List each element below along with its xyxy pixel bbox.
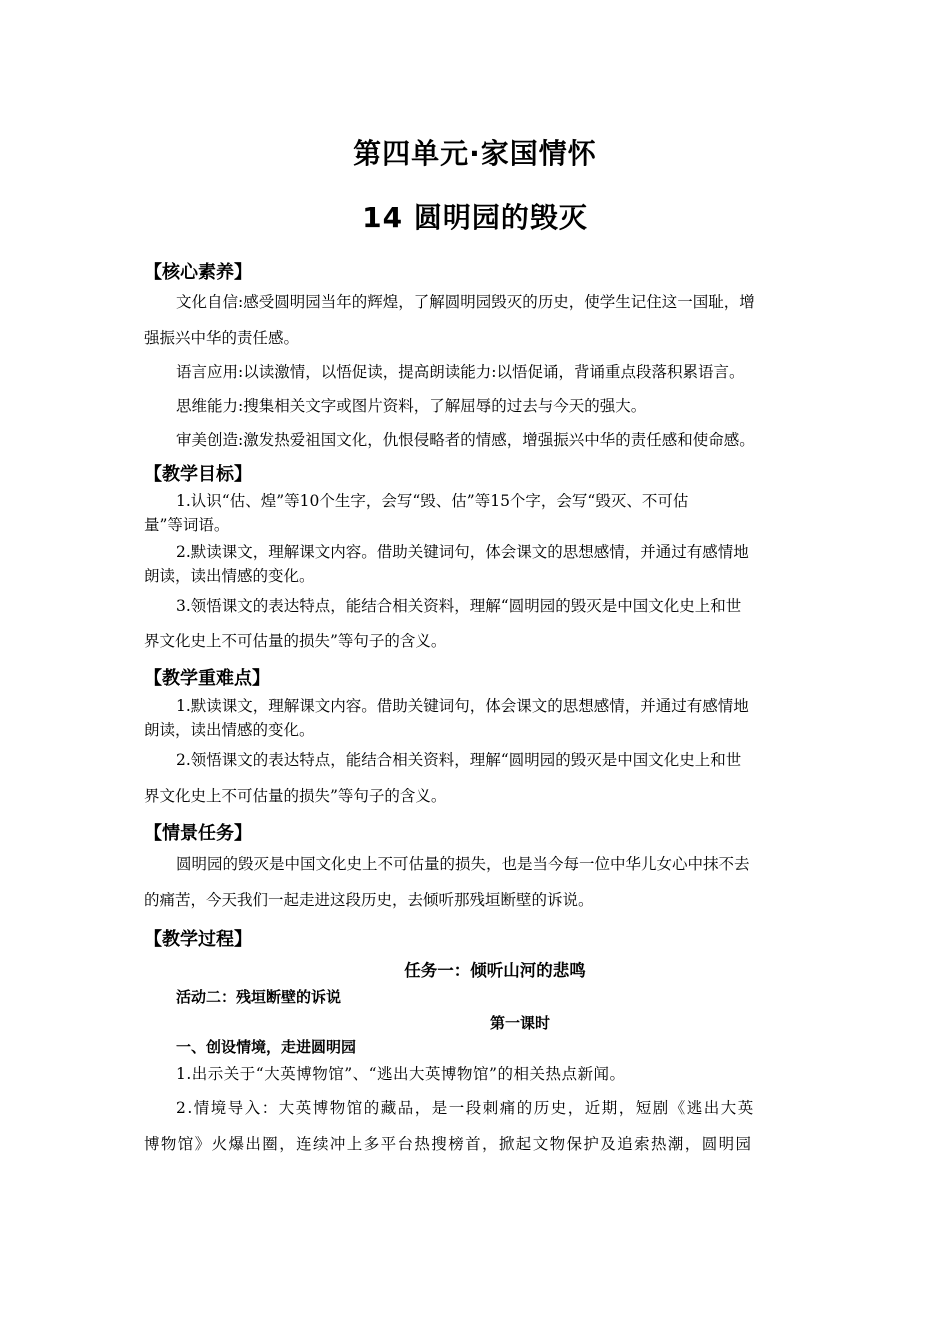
paragraph-line: 审美创造:激发热爱祖国文化，仇恨侵略者的情感，增强振兴中华的责任感和使命感。 [176, 431, 755, 449]
unit-title: 第四单元·家国情怀 [353, 137, 597, 170]
paragraph-line: 界文化史上不可估量的损失”等句子的含义。 [144, 632, 447, 650]
paragraph-line: 朗读，读出情感的变化。 [144, 721, 315, 739]
paragraph-line: 界文化史上不可估量的损失”等句子的含义。 [144, 787, 447, 805]
section-heading-goals: 【教学目标】 [144, 464, 252, 485]
section-heading-scenario: 【情景任务】 [144, 823, 252, 844]
paragraph-line: 的痛苦，今天我们一起走进这段历史，去倾听那残垣断壁的诉说。 [144, 891, 594, 909]
paragraph-line: 2.默读课文，理解课文内容。借助关键词句，体会课文的思想感情，并通过有感情地 [176, 543, 749, 561]
activity-title: 活动二：残垣断壁的诉说 [176, 988, 342, 1006]
section-heading-core: 【核心素养】 [144, 262, 252, 283]
paragraph-line: 2.领悟课文的表达特点，能结合相关资料，理解“圆明园的毁灭是中国文化史上和世 [176, 751, 742, 769]
lesson-title: 14 圆明园的毁灭 [362, 201, 588, 234]
paragraph-line: 3.领悟课文的表达特点，能结合相关资料，理解“圆明园的毁灭是中国文化史上和世 [176, 597, 742, 615]
paragraph-line: 博物馆》火爆出圈，连续冲上多平台热搜榜首，掀起文物保护及追索热潮，圆明园 [144, 1135, 753, 1153]
paragraph-line: 1.默读课文，理解课文内容。借助关键词句，体会课文的思想感情，并通过有感情地 [176, 697, 749, 715]
paragraph-line: 强振兴中华的责任感。 [144, 329, 300, 347]
period-title: 第一课时 [489, 1014, 550, 1032]
task-title: 任务一：倾听山河的悲鸣 [404, 961, 586, 980]
paragraph-line: 量”等词语。 [144, 516, 230, 534]
paragraph-line: 圆明园的毁灭是中国文化史上不可估量的损失，也是当今每一位中华儿女心中抹不去 [176, 855, 750, 873]
paragraph-line: 思维能力:搜集相关文字或图片资料，了解屈辱的过去与今天的强大。 [176, 397, 647, 415]
paragraph-line: 朗读，读出情感的变化。 [144, 567, 315, 585]
step-title: 一、创设情境，走进圆明园 [176, 1038, 357, 1056]
section-heading-key-points: 【教学重难点】 [144, 668, 270, 689]
paragraph-line: 2.情境导入：大英博物馆的藏品，是一段刺痛的历史，近期，短剧《逃出大英 [176, 1099, 755, 1117]
paragraph-line: 文化自信:感受圆明园当年的辉煌，了解圆明园毁灭的历史，使学生记住这一国耻，增 [176, 293, 755, 311]
paragraph-line: 1.出示关于“大英博物馆”、“逃出大英博物馆”的相关热点新闻。 [176, 1065, 626, 1083]
section-heading-process: 【教学过程】 [144, 929, 252, 950]
paragraph-line: 1.认识“估、煌”等10个生字，会写“毁、估”等15个字，会写“毁灭、不可估 [176, 492, 689, 510]
paragraph-line: 语言应用:以读激情，以悟促读，提高朗读能力:以悟促诵，背诵重点段落积累语言。 [176, 363, 745, 381]
